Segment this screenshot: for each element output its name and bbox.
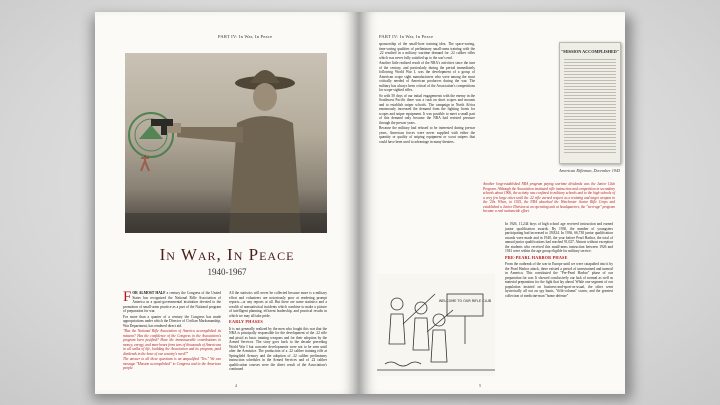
right-page (359, 12, 625, 394)
cartoon-sign: WELCOME TO OUR RIFLE CLUB (438, 299, 492, 303)
section-heading: PRE-PEARL HARBOR PHASE (505, 254, 568, 260)
paragraph: All the statistics will never be collected because more is a military effort and volunteers are notoriously poor at rendering prompt reports—or any reports at all. But there are some statistics and a wealth of nonstatistical incidents which combine to make a picture of intelligent planning, efficient leadership, and practical results in which we may all take pride. (229, 291, 327, 318)
chapter-years: 1940-1967 (207, 267, 247, 277)
cartoon-illustration (377, 274, 495, 376)
right-column-2 (505, 222, 613, 299)
highlight-quote: "Has the National Rifle Association of America accomplished its mission? Has the confidence of the Congress in the Association's program been justified? Have the immeasurable contributions in money, energy, and man-hours from tens of thousands of Americans in all walks of life, building the Association and its program, paid dividends in the hour of our country's need?" (123, 329, 221, 356)
section-heading: EARLY PHASES (229, 319, 263, 324)
soldier-illustration (125, 53, 327, 233)
right-page-number: 5 (479, 383, 481, 388)
left-running-head: PART IV: In War, In Peace (218, 34, 273, 39)
lead-in: OR ALMOST HALF (132, 291, 166, 295)
right-running-head: PART IV: In War, In Peace (379, 34, 434, 39)
chapter-title: In War, In Peace (159, 245, 295, 264)
magazine-text-block (564, 59, 616, 155)
right-column-1 (379, 42, 475, 145)
left-page (95, 12, 359, 394)
left-column-2 (229, 291, 327, 373)
paragraph: It is not generally realized by the men who fought this war that the NRA is principally responsible for the development of the .22 rifle and pistol as basic training weapons and for their adoption by the Armed Services. The story goes back to the decade preceding World War I but concrete developments were not to be seen until after the Armistice. The production of a .22 caliber training rifle at Springfield Armory and the adoption of .22 caliber preliminary instruction schedules in the Armed Services and of .22 caliber qualification courses were the direct result of the Association's continued (229, 326, 327, 371)
paragraph: a century the Congress of the United States has recognized the National Rifle Association of America as a quasi-governmental institution devoted to the promotion of small-arms practice as a part of the National program of preparation for war. (123, 291, 221, 313)
highlight-paragraph: Another long-established NRA program paying wartime dividends was the Junior Club Program. Although the Association instituted rifle instruction and competition in secondary schools about 1906, the activity was confined to military schools and to the high schools of a very few large cities until the .22 rifle earned respect as a training and target weapon in the '20s. When, in 1925, the NRA absorbed the Winchester Junior Rifle Corps and established a Junior Division at an operating unit at headquarters, the "teen-age" program became a real nationwide effort. (483, 182, 615, 213)
paragraph: From the outbreak of the war in Europe until we were catapulted into it by the Pearl Harbor attack, there existed a period of unrestrained and turmoil in America. This constituted the "Pre-Pearl Harbor" phase of our preparation for war. It showed conclusively our lack of normal as well as material preparation for the fight that lay ahead. While one segment of our population insisted on business-and-sport-as-usual, the other went hysterically all out on spy hunts, "fifth-column" scares, and the greatest collection of medicine-man "home defense" (505, 262, 613, 298)
highlight-quote: The answer to all these questions is an unqualified "Yes." We can message "Mission accomplished" to Congress and to the American people. (123, 357, 221, 370)
left-page-number: 4 (235, 383, 237, 388)
rifle-club-cartoon (377, 274, 495, 376)
clipping-caption: American Rifleman, December 1945 (559, 168, 621, 173)
paragraph: Another little realized result of the NRA's activities since the turn of the century, and particularly during the period immediately following World War I, was the development of a group of American scope sight manufacturers who were among the most critically needed of American producers during the war. The military has always been critical of the Association's competitions for scope-sighted rifles. (379, 61, 475, 92)
chapter-title-block (125, 246, 329, 277)
soldier-photo (125, 53, 327, 233)
paragraph: For more than a quarter of a century the Congress has made appropriations under which the Director of Civilian Marksmanship, War Department, has rendered direct aid. (123, 314, 221, 328)
paragraph: In 1926, 11,244 boys of high school age received instruction and earned junior qualification awards. By 1930, the number of youngsters participating had increased to 29,824. In 1936, 66,738 junior qualification awards were made and in 1940, the year before Pearl Harbor, the total of annual junior qualifications had reached 91,027. Almost without exception the students who received this small-arms instruction between 1926 and 1941 were within the age group eligible for military service. (505, 222, 613, 253)
drop-cap: F (123, 289, 132, 305)
left-column-1 (123, 291, 221, 372)
paragraph: Because the military had refused to be interested during prewar years, American forces were never supplied with either the quantity or quality of sniping equipment or scout snipers that could have been used to advantage in many theaters. (379, 126, 475, 144)
magazine-clipping (559, 42, 621, 164)
paragraph: So with 50 days of our initial engagements with the enemy in the Southwest Pacific there was a rush on short scopes and mounts and to establish sniper schools. The campaign in North Africa enormously increased the demand from the fighting fronts for scopes and sniper equipment. It was possible to meet a small part of this demand only because the NRA had resisted pressure through the prewar years. (379, 93, 475, 125)
magazine-headline: "MISSION ACCOMPLISHED" (560, 49, 620, 54)
paragraph: sponsorship of the small-bore training idea. The space-saving, time-saving qualities of preliminary small-arms training with the .22 resulted in a military wartime demand for .22 caliber rifles which was never fully satisfied up to the war's end. (379, 42, 475, 60)
